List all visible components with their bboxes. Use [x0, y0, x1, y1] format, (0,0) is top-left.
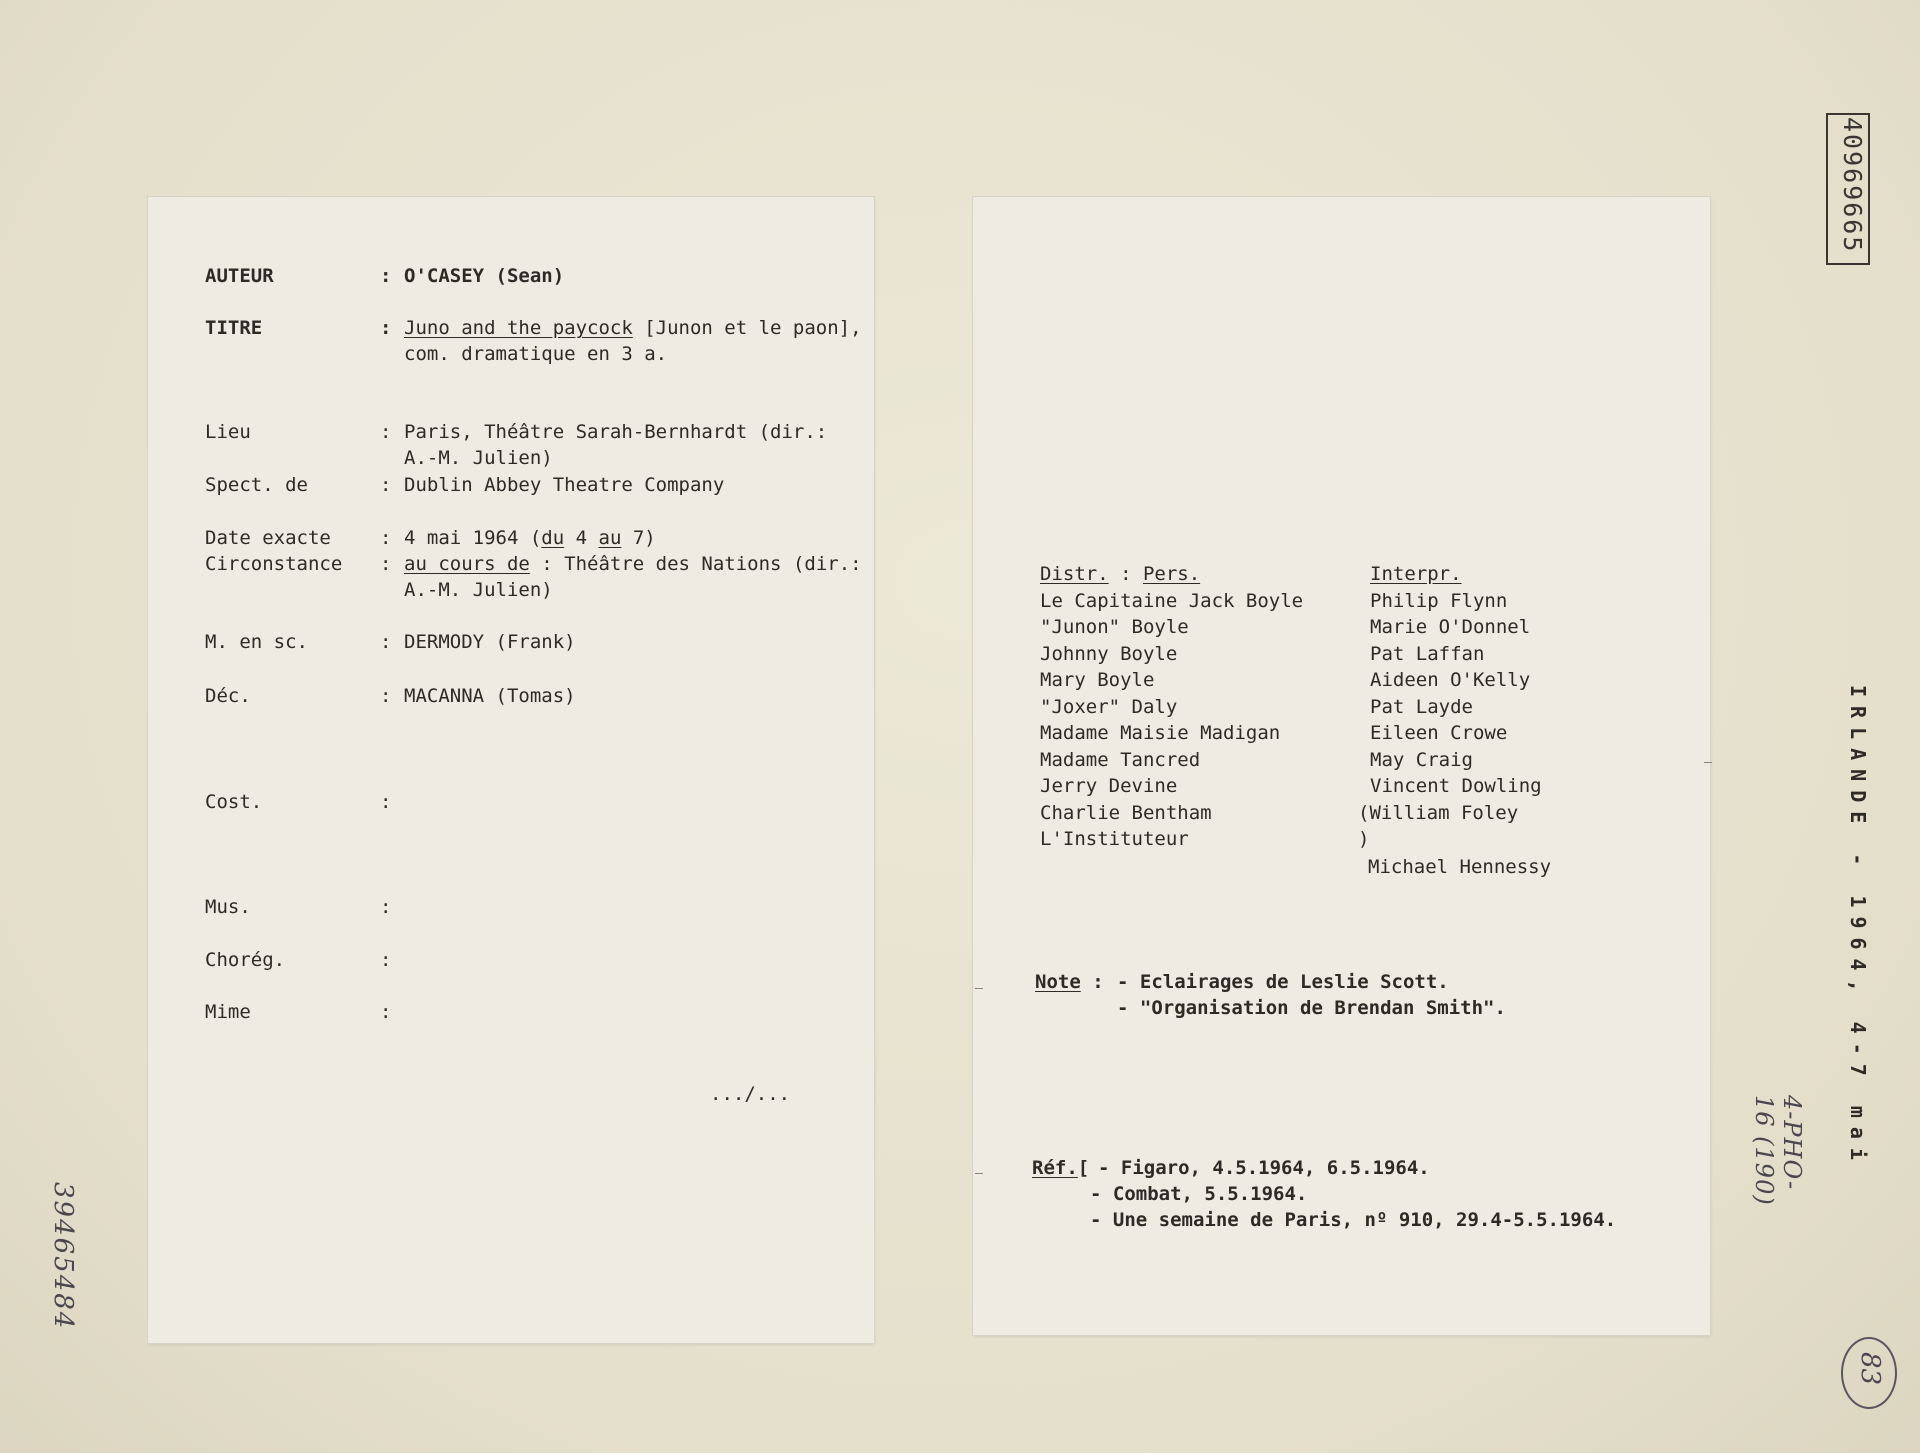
field-value-lieu-line2: A.-M. Julien) [404, 447, 553, 469]
field-colon: : [380, 474, 392, 496]
actor-name: Pat Laffan [1370, 643, 1485, 665]
character-name: Madame Maisie Madigan [1040, 722, 1281, 744]
edge-tick [1704, 762, 1712, 763]
note-sep: : [1080, 971, 1104, 993]
field-value-decor: MACANNA (Tomas) [404, 685, 576, 707]
handwritten-inventory-number: 39465484 [48, 1182, 78, 1331]
continuation-mark: .../... [710, 1083, 791, 1105]
field-colon: : [380, 949, 392, 971]
field-label-costumes: Cost. [205, 791, 263, 813]
character-name: Le Capitaine Jack Boyle [1040, 590, 1304, 612]
field-colon: : [380, 896, 392, 918]
distribution-header [1040, 561, 1200, 587]
character-name: "Junon" Boyle [1040, 616, 1189, 638]
catalog-number: 40969665 [1838, 117, 1867, 254]
note-line: - Eclairages de Leslie Scott. [1117, 971, 1449, 993]
date-au: au [598, 527, 622, 549]
handwritten-page-number: 83 [1855, 1352, 1885, 1386]
reference-line: - Une semaine de Paris, nº 910, 29.4-5.5.1964. [1090, 1209, 1617, 1231]
character-name: Charlie Bentham [1040, 802, 1212, 824]
date-du: du [541, 527, 565, 549]
field-value-titre [404, 315, 862, 341]
field-colon: : [380, 685, 392, 707]
field-value-mise-en-scene: DERMODY (Frank) [404, 631, 576, 653]
field-label-musique: Mus. [205, 896, 251, 918]
field-label-circonstance: Circonstance [205, 553, 343, 575]
field-label-choregraphie: Chorég. [205, 949, 286, 971]
actor-name: Eileen Crowe [1370, 722, 1508, 744]
field-value-auteur: O'CASEY (Sean) [404, 265, 565, 287]
field-value-date [404, 525, 656, 551]
record-card-right [973, 197, 1710, 1335]
field-label-mise-en-scene: M. en sc. [205, 631, 308, 653]
actor-name: (William Foley [1358, 802, 1519, 824]
edge-tick [975, 988, 983, 989]
field-label-decor: Déc. [205, 685, 251, 707]
character-name: Mary Boyle [1040, 669, 1155, 691]
reference-line: - Figaro, 4.5.1964, 6.5.1964. [1098, 1157, 1430, 1179]
field-label-date: Date exacte [205, 527, 331, 549]
field-label-lieu: Lieu [205, 421, 251, 443]
field-value-spect: Dublin Abbey Theatre Company [404, 474, 725, 496]
date-part: 4 [564, 527, 599, 549]
field-label-spect: Spect. de [205, 474, 308, 496]
title-translation: [Junon et le paon], [632, 317, 862, 339]
reference-line: - Combat, 5.5.1964. [1090, 1183, 1308, 1205]
field-colon: : [380, 631, 392, 653]
note-line: - "Organisation de Brendan Smith". [1117, 997, 1506, 1019]
field-colon: : [380, 421, 392, 443]
field-label-titre: TITRE [205, 317, 263, 339]
record-card-left [148, 197, 874, 1343]
date-part: 4 mai 1964 ( [404, 527, 542, 549]
distr-sep: : [1108, 563, 1143, 585]
circonstance-rest: : Théâtre des Nations (dir.: [529, 553, 862, 575]
field-value-circonstance [404, 551, 862, 577]
field-label-auteur: AUTEUR [205, 265, 274, 287]
handwritten-shelf-code: 4-PHO-16 (190) [1750, 1095, 1806, 1206]
character-name: Madame Tancred [1040, 749, 1201, 771]
ref-header [1032, 1155, 1089, 1181]
character-name: Johnny Boyle [1040, 643, 1178, 665]
title-original: Juno and the paycock [404, 317, 633, 339]
actor-name: Vincent Dowling [1370, 775, 1542, 797]
distr-label: Distr. [1040, 563, 1109, 585]
field-colon: : [380, 791, 392, 813]
actor-name: Aideen O'Kelly [1370, 669, 1531, 691]
interpr-header: Interpr. [1370, 563, 1462, 585]
ref-bracket: [ [1077, 1157, 1090, 1179]
actor-name: May Craig [1370, 749, 1473, 771]
actor-name: Marie O'Donnel [1370, 616, 1531, 638]
field-value-titre-line2: com. dramatique en 3 a. [404, 343, 668, 365]
vertical-country-date-label: IRLANDE - 1964, 4-7 mai [1846, 685, 1870, 1169]
field-colon: : [380, 527, 392, 549]
field-label-mime: Mime [205, 1001, 251, 1023]
bracket-close: ) [1358, 828, 1370, 850]
actor-name: Michael Hennessy [1368, 856, 1552, 878]
circonstance-prefix: au cours de [404, 553, 530, 575]
actor-name: Philip Flynn [1370, 590, 1508, 612]
field-value-circonstance-line2: A.-M. Julien) [404, 579, 553, 601]
field-colon: : [380, 553, 392, 575]
character-name: Jerry Devine [1040, 775, 1178, 797]
character-name: "Joxer" Daly [1040, 696, 1178, 718]
field-colon: : [380, 317, 392, 339]
edge-tick [975, 1173, 983, 1174]
note-header [1035, 969, 1104, 995]
ref-label: Réf. [1032, 1157, 1078, 1179]
field-colon: : [380, 1001, 392, 1023]
actor-name: Pat Layde [1370, 696, 1473, 718]
note-label: Note [1035, 971, 1081, 993]
field-colon: : [380, 265, 392, 287]
pers-label: Pers. [1142, 563, 1201, 585]
date-part: 7) [621, 527, 656, 549]
field-value-lieu: Paris, Théâtre Sarah-Bernhardt (dir.: [404, 421, 828, 443]
character-name: L'Instituteur [1040, 828, 1189, 850]
